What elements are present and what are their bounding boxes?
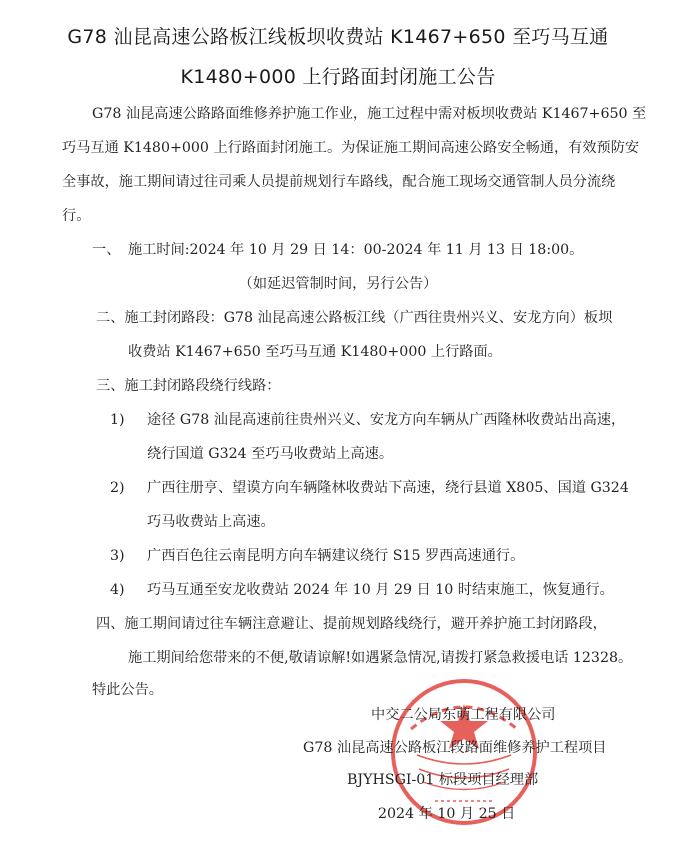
document-title-line-1: G78 汕昆高速公路板江线板坝收费站 K1467+650 至巧马互通 bbox=[67, 26, 609, 48]
intro-line: 巧马互通 K1480+000 上行路面封闭施工。为保证施工期间高速公路安全畅通，有效预防安 bbox=[62, 140, 640, 156]
section-4-reminder: 四、施工期间请过往车辆注意避让、提前规划路线绕行，避开养护施工封闭路段， bbox=[96, 616, 607, 632]
detour-item-text: 巧马收费站上高速。 bbox=[147, 514, 275, 530]
section-1-construction-time: 施工时间:2024 年 10 月 29 日 14：00-2024 年 11 月 13 日 18:00。 bbox=[128, 242, 584, 258]
document-title-line-2: K1480+000 上行路面封闭施工公告 bbox=[180, 66, 496, 88]
signature-project: G78 汕昆高速公路板江段路面维修养护工程项目 bbox=[303, 740, 607, 756]
section-2-closed-segment: 二、施工封闭路段：G78 汕昆高速公路板江线（广西往贵州兴义、安龙方向）板坝 bbox=[96, 310, 613, 326]
section-3-heading: 三、施工封闭路段绕行线路： bbox=[96, 378, 281, 394]
signature-date: 2024 年 10 月 25 日 bbox=[378, 806, 516, 822]
section-1-note: （如延迟管制时间，另行公告） bbox=[238, 276, 438, 292]
detour-item-number: 4) bbox=[110, 582, 125, 598]
detour-item-text: 绕行国道 G324 至巧马收费站上高速。 bbox=[147, 446, 394, 462]
detour-item-text: 途径 G78 汕昆高速前往贵州兴义、安龙方向车辆从广西隆林收费站出高速， bbox=[147, 412, 626, 428]
closing-statement: 特此公告。 bbox=[92, 682, 163, 698]
detour-item-number: 1) bbox=[110, 412, 125, 428]
signature-department: BJYHSGI-01 标段项目经理部 bbox=[347, 772, 539, 788]
detour-item-number: 2) bbox=[110, 480, 125, 496]
detour-item-text: 广西百色往云南昆明方向车辆建议绕行 S15 罗西高速通行。 bbox=[147, 548, 525, 564]
section-1-number: 一、 bbox=[92, 242, 121, 258]
detour-item-text: 巧马互通至安龙收费站 2024 年 10 月 29 日 10 时结束施工，恢复通行。 bbox=[147, 582, 614, 598]
intro-line: 行。 bbox=[62, 208, 91, 224]
intro-line: 全事故，施工期间请过往司乘人员提前规划行车路线，配合施工现场交通管制人员分流绕 bbox=[62, 174, 616, 190]
detour-item-number: 3) bbox=[110, 548, 125, 564]
section-2-closed-segment-cont: 收费站 K1467+650 至巧马互通 K1480+000 上行路面。 bbox=[128, 344, 502, 360]
signature-organization: 中交二公局东萌工程有限公司 bbox=[371, 707, 556, 723]
intro-line: G78 汕昆高速公路路面维修养护施工作业，施工过程中需对板坝收费站 K1467+650 至 bbox=[92, 106, 647, 122]
detour-item-text: 广西往册亨、望谟方向车辆隆林收费站下高速，绕行县道 X805、国道 G324 bbox=[147, 480, 629, 496]
apology-and-hotline: 施工期间给您带来的不便,敬请谅解!如遇紧急情况,请拨打紧急救援电话 12328。 bbox=[128, 650, 633, 666]
